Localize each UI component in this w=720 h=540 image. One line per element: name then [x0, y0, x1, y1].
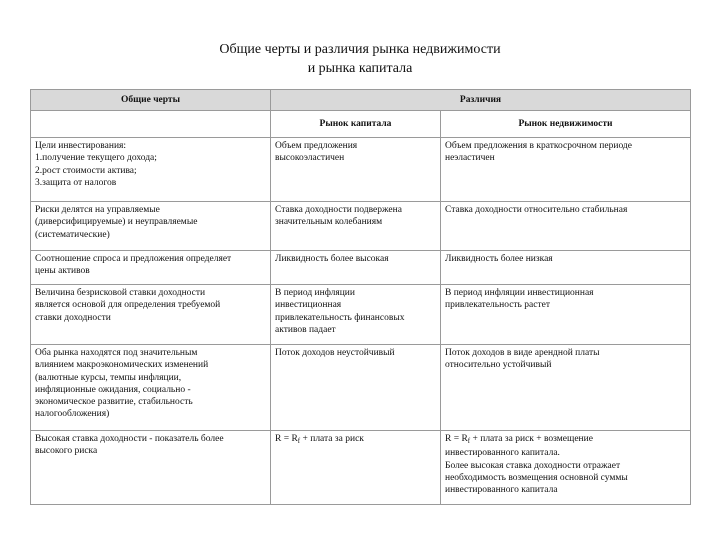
cell-line: Высокая ставка доходности - показатель более: [35, 434, 224, 444]
cell-line: Оба рынка находятся под значительным: [35, 348, 198, 358]
cell-line: Величина безрисковой ставки доходности: [35, 288, 206, 298]
cell-line: Поток доходов в виде арендной платы: [445, 348, 600, 358]
subheader-blank: [31, 111, 271, 138]
cell-line: привлекательность растет: [445, 300, 550, 311]
cell-line: Объем предложения в краткосрочном периоде: [445, 141, 632, 151]
cell-common: [31, 251, 271, 285]
page-title: [0, 40, 720, 78]
cell-line: инвестированного капитала: [445, 485, 558, 496]
header-capital-market: Рынок капитала: [271, 111, 441, 138]
cell-line: привлекательность финансовых: [275, 312, 405, 323]
cell-capital: [271, 202, 441, 251]
cell-real-estate: [441, 138, 691, 202]
cell-common: [31, 345, 271, 431]
table-row: [31, 251, 691, 285]
cell-line: Объем предложения: [275, 141, 358, 151]
cell-line: относительно устойчивый: [445, 360, 552, 371]
cell-line: 2.рост стоимости актива;: [35, 165, 137, 176]
cell-line: Поток доходов неустойчивый: [275, 348, 395, 358]
cell-line: высокого риска: [35, 446, 98, 457]
cell-common: [31, 431, 271, 505]
title-line-2: и рынка капитала: [307, 61, 413, 76]
cell-common: [31, 285, 271, 345]
cell-capital: [271, 285, 441, 345]
cell-line: значительным колебаниям: [275, 217, 383, 228]
cell-line: инфляционные ожидания, социально -: [35, 384, 191, 395]
table-row: [31, 138, 691, 202]
cell-capital: [271, 138, 441, 202]
formula-rhs: + плата за риск: [300, 434, 364, 444]
cell-line: Ставка доходности относительно стабильная: [445, 205, 628, 215]
formula-capital: [275, 433, 436, 447]
cell-line: инвестиционная: [275, 300, 342, 311]
formula-rhs: + плата за риск + возмещение: [470, 434, 593, 444]
comparison-table: [30, 89, 691, 505]
cell-line: Более высокая ставка доходности отражает: [445, 460, 621, 471]
cell-line: Ставка доходности подвержена: [275, 205, 402, 215]
table-row: [31, 431, 691, 505]
cell-line: Соотношение спроса и предложения определяет: [35, 254, 232, 264]
formula-subscript: f: [467, 437, 471, 445]
cell-common: [31, 202, 271, 251]
cell-line: Риски делятся на управляемые: [35, 205, 160, 215]
cell-line: цены активов: [35, 266, 90, 277]
cell-line: Цели инвестирования:: [35, 141, 127, 151]
table-row: [31, 345, 691, 431]
cell-line: 1.получение текущего дохода;: [35, 153, 157, 164]
cell-line: 3.защита от налогов: [35, 177, 117, 188]
cell-line: В период инфляции инвестиционная: [445, 288, 594, 298]
cell-real-estate: [441, 431, 691, 505]
cell-line: неэластичен: [445, 153, 495, 164]
cell-line: инвестированного капитала.: [445, 448, 560, 459]
cell-line: является основой для определения требуемой: [35, 300, 221, 311]
cell-line: активов падает: [275, 324, 336, 335]
formula-lhs: R = R: [445, 434, 468, 444]
cell-line: высокоэластичен: [275, 153, 345, 164]
cell-line: экономическое развитие, стабильность: [35, 397, 193, 408]
cell-line: Ликвидность более низкая: [445, 254, 553, 264]
cell-line: В период инфляции: [275, 288, 355, 298]
cell-line: Ликвидность более высокая: [275, 254, 389, 264]
cell-line: необходимость возмещения основной суммы: [445, 472, 628, 483]
cell-line: (систематические): [35, 229, 110, 240]
cell-line: (диверсифицируемые) и неуправляемые: [35, 217, 198, 228]
cell-line: (валютные курсы, темпы инфляции,: [35, 372, 182, 383]
subheader-row: [31, 111, 691, 138]
cell-common: [31, 138, 271, 202]
formula-lhs: R = R: [275, 434, 298, 444]
cell-real-estate: [441, 285, 691, 345]
title-line-1: Общие черты и различия рынка недвижимости: [219, 42, 501, 57]
formula-subscript: f: [297, 437, 301, 445]
formula-real-estate: [445, 433, 686, 447]
cell-capital: [271, 251, 441, 285]
header-row: [31, 90, 691, 111]
table-row: [31, 285, 691, 345]
header-real-estate-market: Рынок недвижимости: [441, 111, 691, 138]
table-row: [31, 202, 691, 251]
cell-real-estate: [441, 345, 691, 431]
header-common: Общие черты: [31, 90, 271, 111]
cell-capital: [271, 431, 441, 505]
cell-real-estate: [441, 202, 691, 251]
header-differences: Различия: [271, 90, 691, 111]
cell-capital: [271, 345, 441, 431]
cell-real-estate: [441, 251, 691, 285]
cell-line: ставки доходности: [35, 312, 111, 323]
cell-line: влиянием макроэкономических изменений: [35, 360, 209, 371]
cell-line: налогообложения): [35, 409, 110, 420]
